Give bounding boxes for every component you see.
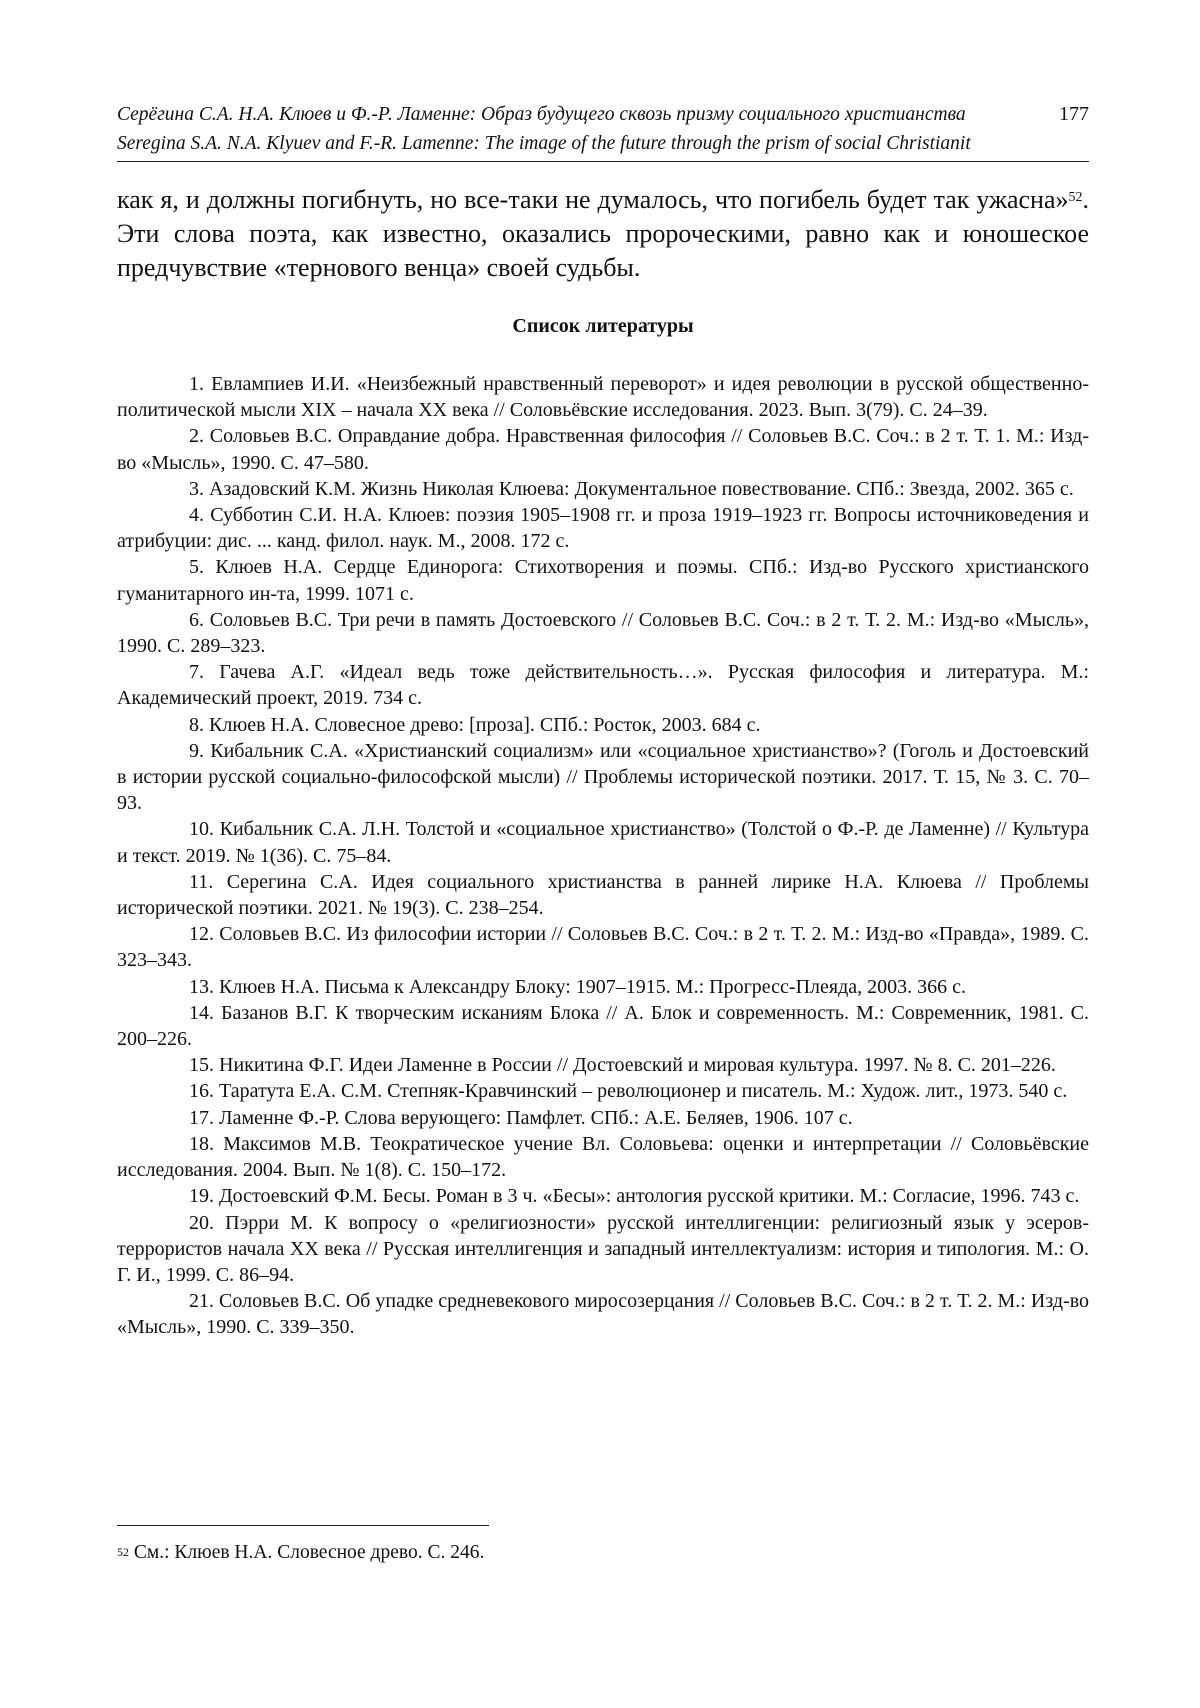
reference-item: 18. Максимов М.В. Теократическое учение Вл. Соловьева: оценки и интерпретации // Соловьёвские исследования. 2004. Вып. № 1(8). С. 150–172. bbox=[117, 1132, 1089, 1182]
running-head-en bbox=[117, 129, 1089, 158]
body-text-after: . Эти слова поэта, как известно, оказались пророческими, равно как и юношеское предчувствие «тернового венца» своей судьбы. bbox=[117, 185, 1089, 282]
reference-item: 11. Серегина С.А. Идея социального христианства в ранней лирике Н.А. Клюева // Проблемы исторической поэтики. 2021. № 19(3). С. 238–254. bbox=[117, 870, 1089, 920]
reference-item: 2. Соловьев В.С. Оправдание добра. Нравственная философия // Соловьев В.С. Соч.: в 2 т. Т. 1. М.: Изд-во «Мысль», 1990. С. 47–580. bbox=[117, 425, 1089, 474]
reference-item: 15. Никитина Ф.Г. Идеи Ламенне в России // Достоевский и мировая культура. 1997. № 8. С. 201–226. bbox=[189, 1054, 1056, 1077]
reference-item: 19. Достоевский Ф.М. Бесы. Роман в 3 ч. «Бесы»: антология русской критики. М.: Согласие, 1996. 743 с. bbox=[189, 1185, 1080, 1208]
reference-item: 9. Кибальник С.А. «Христианский социализм» или «социальное христианство»? (Гоголь и Достоевский в истории русской социально-философской мысли) // Проблемы исторической поэтики. 2017. Т. 15, № 3. С. 70–93. bbox=[117, 739, 1089, 815]
reference-item: 14. Базанов В.Г. К творческим исканиям Блока // А. Блок и современность. М.: Современник, 1981. С. 200–226. bbox=[117, 1001, 1089, 1051]
footnote bbox=[117, 1540, 1089, 1566]
footnote-text: См.: Клюев Н.А. Словесное древо. С. 246. bbox=[129, 1542, 485, 1563]
reference-item: 5. Клюев Н.А. Сердце Единорога: Стихотворения и поэмы. СПб.: Изд-во Русского христианского гуманитарного ин-та, 1999. 1071 с. bbox=[117, 556, 1089, 605]
reference-item: 16. Таратута Е.А. С.М. Степняк-Кравчинский – революционер и писатель. М.: Худож. лит., 1973. 540 с. bbox=[189, 1080, 1068, 1103]
running-head-ru bbox=[117, 100, 1089, 129]
reference-item: 1. Евлампиев И.И. «Неизбежный нравственный переворот» и идея революции в русской общественно-политической мысли XIX – начала XX века // Соловьёвские исследования. 2023. Вып. 3(79). С. 24–39. bbox=[117, 373, 1089, 422]
references-heading: Список литературы bbox=[512, 315, 694, 337]
reference-item: 21. Соловьев В.С. Об упадке средневекового миросозерцания // Соловьев В.С. Соч.: в 2 т. Т. 2. М.: Изд-во «Мысль», 1990. С. 339–350. bbox=[117, 1290, 1089, 1339]
page-number: 177 bbox=[1059, 103, 1089, 125]
reference-item: 17. Ламенне Ф.-Р. Слова верующего: Памфлет. СПб.: А.Е. Беляев, 1906. 107 с. bbox=[189, 1106, 853, 1129]
body-text-before: как я, и должны погибнуть, но все-таки не думалось, что погибель будет так ужасна» bbox=[117, 185, 1069, 214]
running-head-en-text: Seregina S.A. N.A. Klyuev and F.-R. Lamenne: The image of the future through the prism of social Christianit bbox=[117, 133, 971, 154]
running-head bbox=[117, 100, 1089, 162]
footnote-ref[interactable]: 52 bbox=[1068, 190, 1083, 205]
reference-item: 4. Субботин С.И. Н.А. Клюев: поэзия 1905–1908 гг. и проза 1919–1923 гг. Вопросы источниковедения и атрибуции: дис. ... канд. филол. наук. М., 2008. 172 с. bbox=[117, 504, 1089, 553]
reference-item: 10. Кибальник С.А. Л.Н. Толстой и «социальное христианство» (Толстой о Ф.-Р. де Ламенне) // Культура и текст. 2019. № 1(36). С. 75–84. bbox=[117, 818, 1089, 867]
body-paragraph bbox=[117, 183, 1089, 285]
reference-item: 20. Пэрри М. К вопросу о «религиозности» русской интеллигенции: религиозный язык у эсеров-террористов начала XX века // Русская интеллигенция и западный интеллектуализм: история и типология. М.: О. Г. И., 1999. С. 86–94. bbox=[117, 1211, 1089, 1286]
running-head-ru-text: Серёгина С.А. Н.А. Клюев и Ф.-Р. Ламенне: Образ будущего сквозь призму социального христианства bbox=[117, 104, 966, 125]
reference-item: 3. Азадовский К.М. Жизнь Николая Клюева: Документальное повествование. СПб.: Звезда, 2002. 365 с. bbox=[189, 477, 1074, 500]
reference-item: 13. Клюев Н.А. Письма к Александру Блоку: 1907–1915. М.: Прогресс-Плеяда, 2003. 366 с. bbox=[189, 975, 966, 998]
reference-item: 8. Клюев Н.А. Словесное древо: [проза]. СПб.: Росток, 2003. 684 с. bbox=[189, 713, 761, 736]
header-rule bbox=[117, 161, 1089, 162]
footnote-number: 52 bbox=[117, 1545, 129, 1559]
footnote-divider bbox=[117, 1525, 489, 1526]
reference-item: 7. Гачева А.Г. «Идеал ведь тоже действительность…». Русская философия и литература. М.: Академический проект, 2019. 734 с. bbox=[117, 661, 1089, 710]
reference-item: 12. Соловьев В.С. Из философии истории // Соловьев В.С. Соч.: в 2 т. Т. 2. М.: Изд-во «Правда», 1989. С. 323–343. bbox=[117, 923, 1089, 972]
reference-item: 6. Соловьев В.С. Три речи в память Достоевского // Соловьев В.С. Соч.: в 2 т. Т. 2. М.: Изд-во «Мысль», 1990. С. 289–323. bbox=[117, 608, 1089, 658]
reference-list bbox=[117, 371, 1089, 1341]
